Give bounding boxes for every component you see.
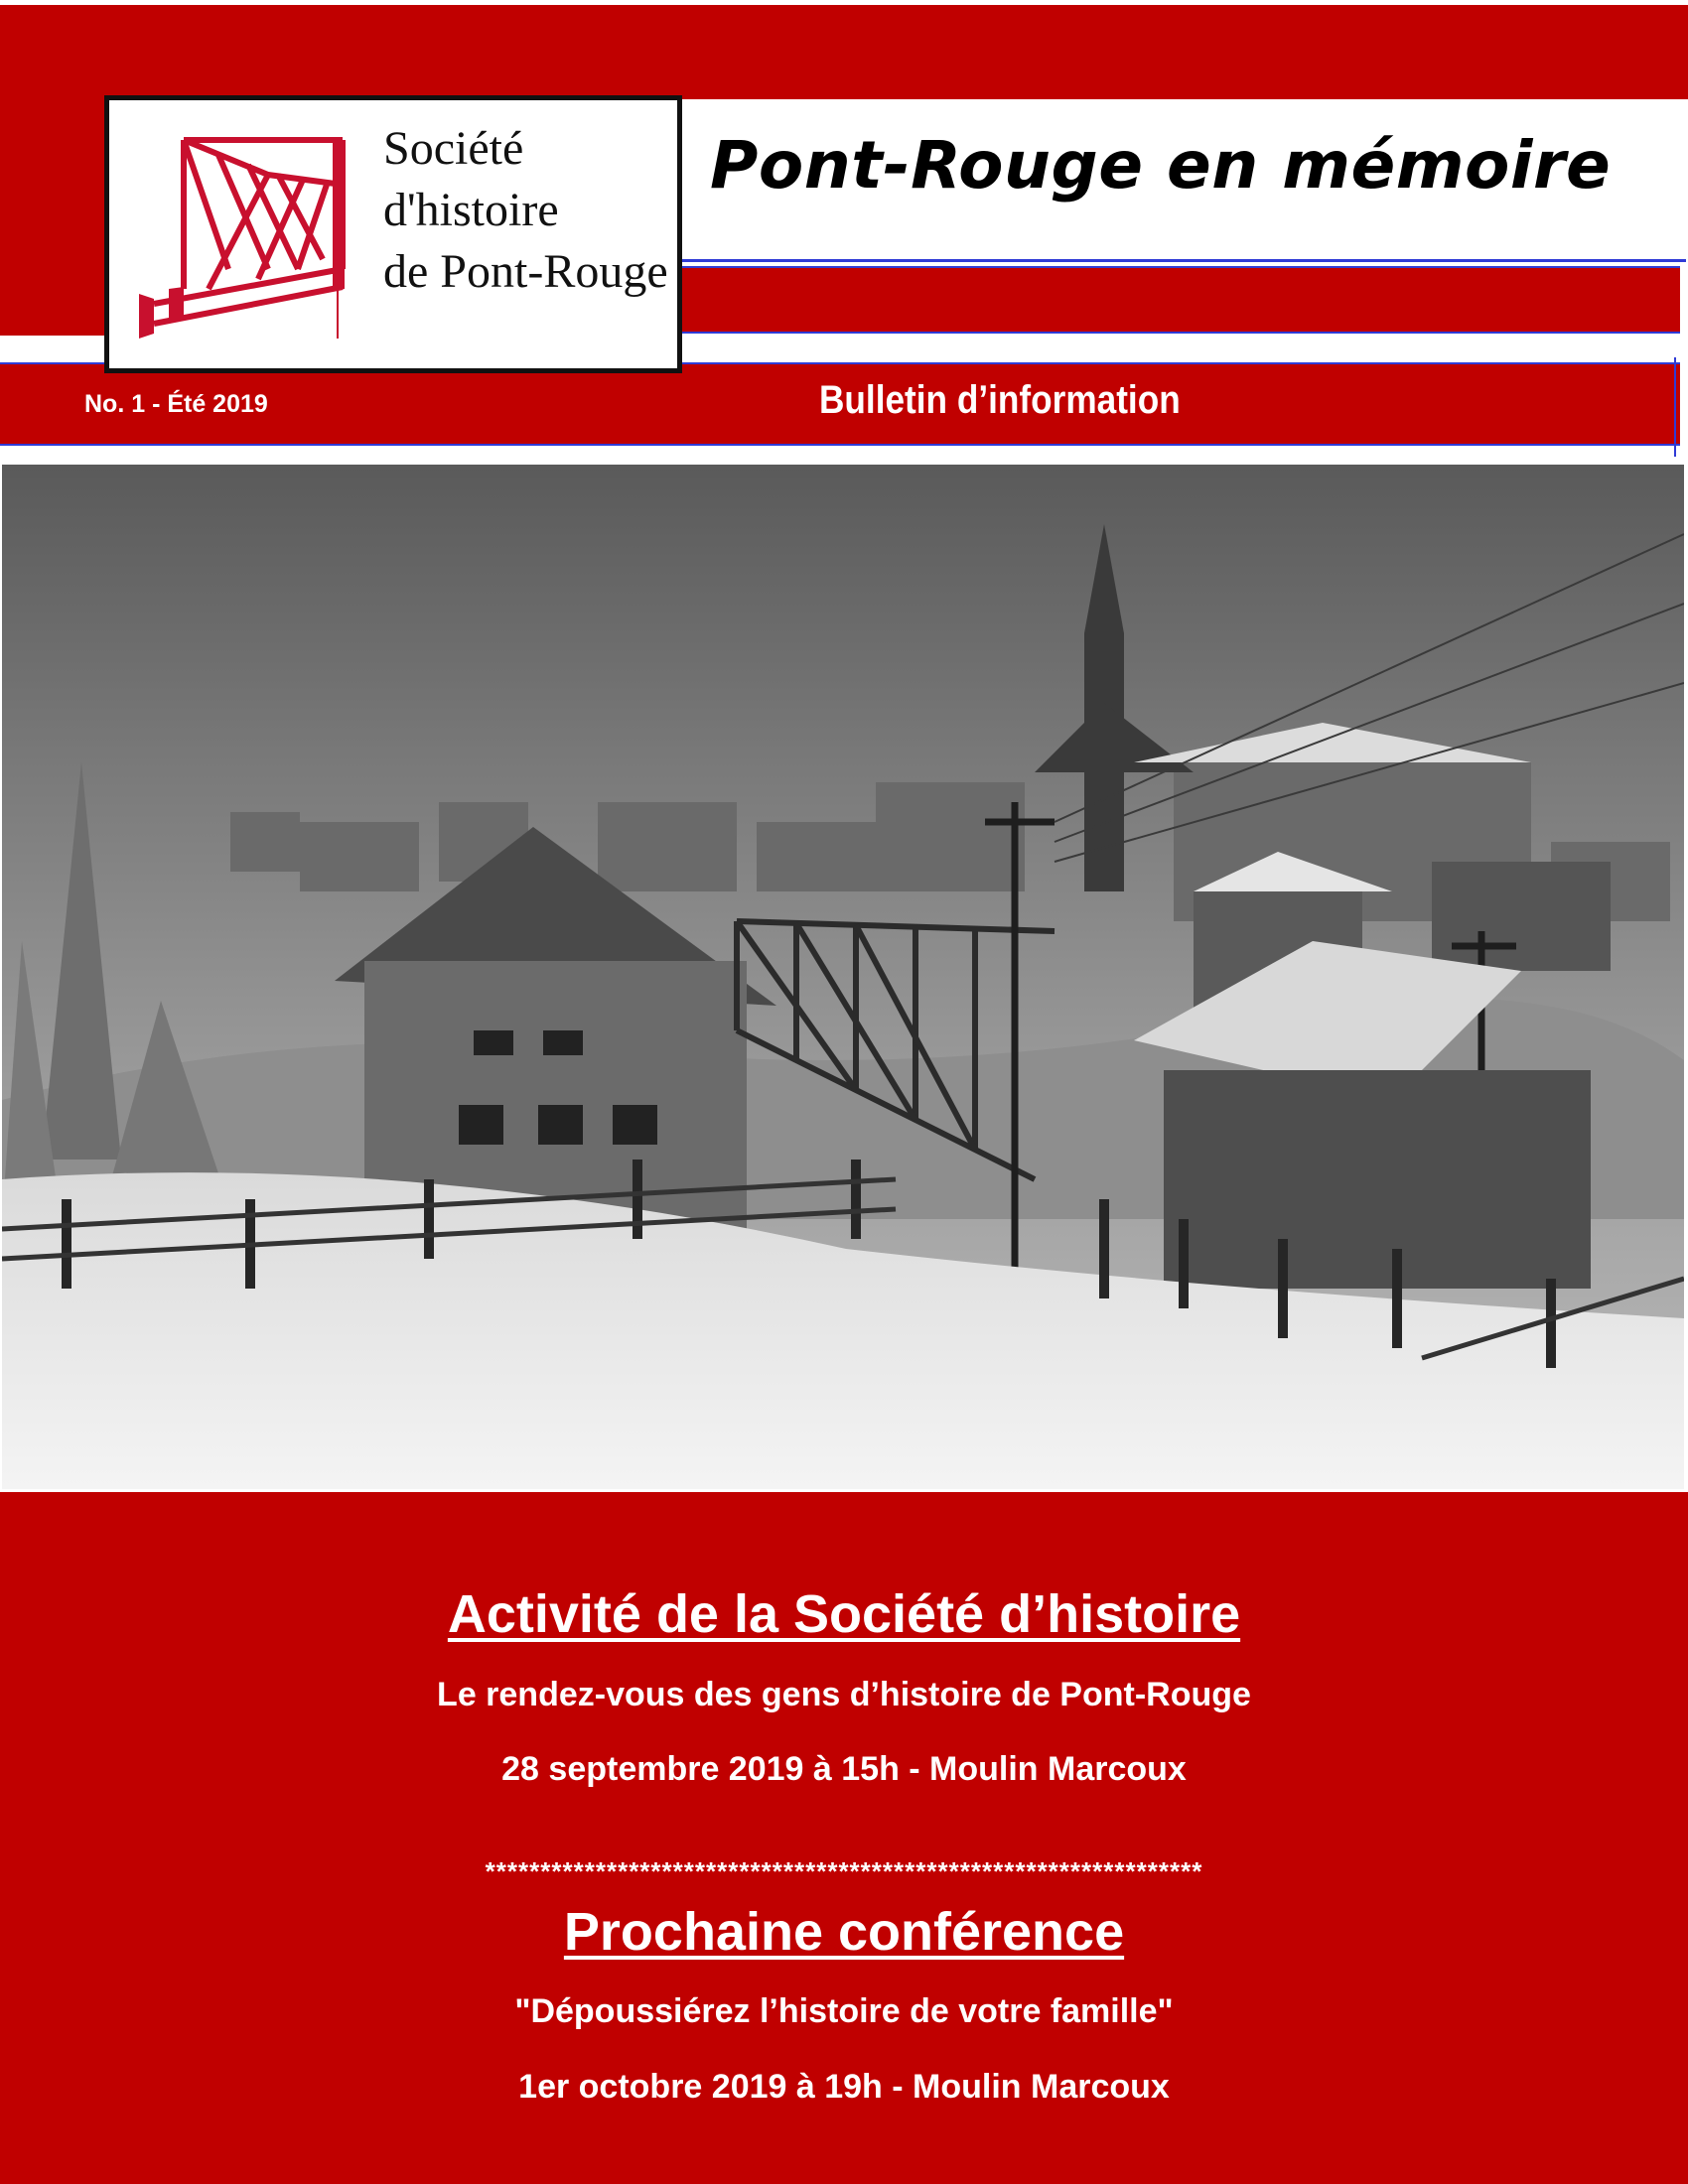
logo-text: [383, 118, 668, 303]
conference-datetime: 1er octobre 2019 à 19h - Moulin Marcoux: [518, 2068, 1170, 2106]
conference-title: "Dépoussiérez l’histoire de votre famille": [514, 1992, 1174, 2030]
society-logo: [104, 95, 682, 373]
header-left-red-band: [0, 5, 107, 336]
activity-heading: Activité de la Société d’histoire: [447, 1584, 1241, 1644]
announcements-panel: [0, 1492, 1688, 2184]
logo-line-3: de Pont-Rouge: [383, 245, 668, 298]
red-truss-bridge-icon: [129, 120, 357, 348]
historic-village-photo: [2, 465, 1684, 1489]
issue-label: No. 1 - Été 2019: [84, 390, 268, 418]
logo-line-2: d'histoire: [383, 184, 559, 236]
header-red-band: [0, 5, 1688, 99]
logo-line-1: Société: [383, 122, 524, 175]
title-rule: [677, 259, 1686, 262]
separator: *****************************************************************: [485, 1856, 1203, 1886]
publication-title: Pont-Rouge en mémoire: [710, 127, 1612, 204]
bulletin-label: Bulletin d’information: [819, 378, 1181, 422]
subtitle-rule: [1674, 357, 1676, 457]
header-mid-red-band: [675, 266, 1680, 334]
conference-heading: Prochaine conférence: [563, 1902, 1125, 1962]
activity-line-2: 28 septembre 2019 à 15h - Moulin Marcoux: [501, 1750, 1187, 1788]
activity-line-1: Le rendez-vous des gens d’histoire de Pont-Rouge: [437, 1676, 1251, 1713]
